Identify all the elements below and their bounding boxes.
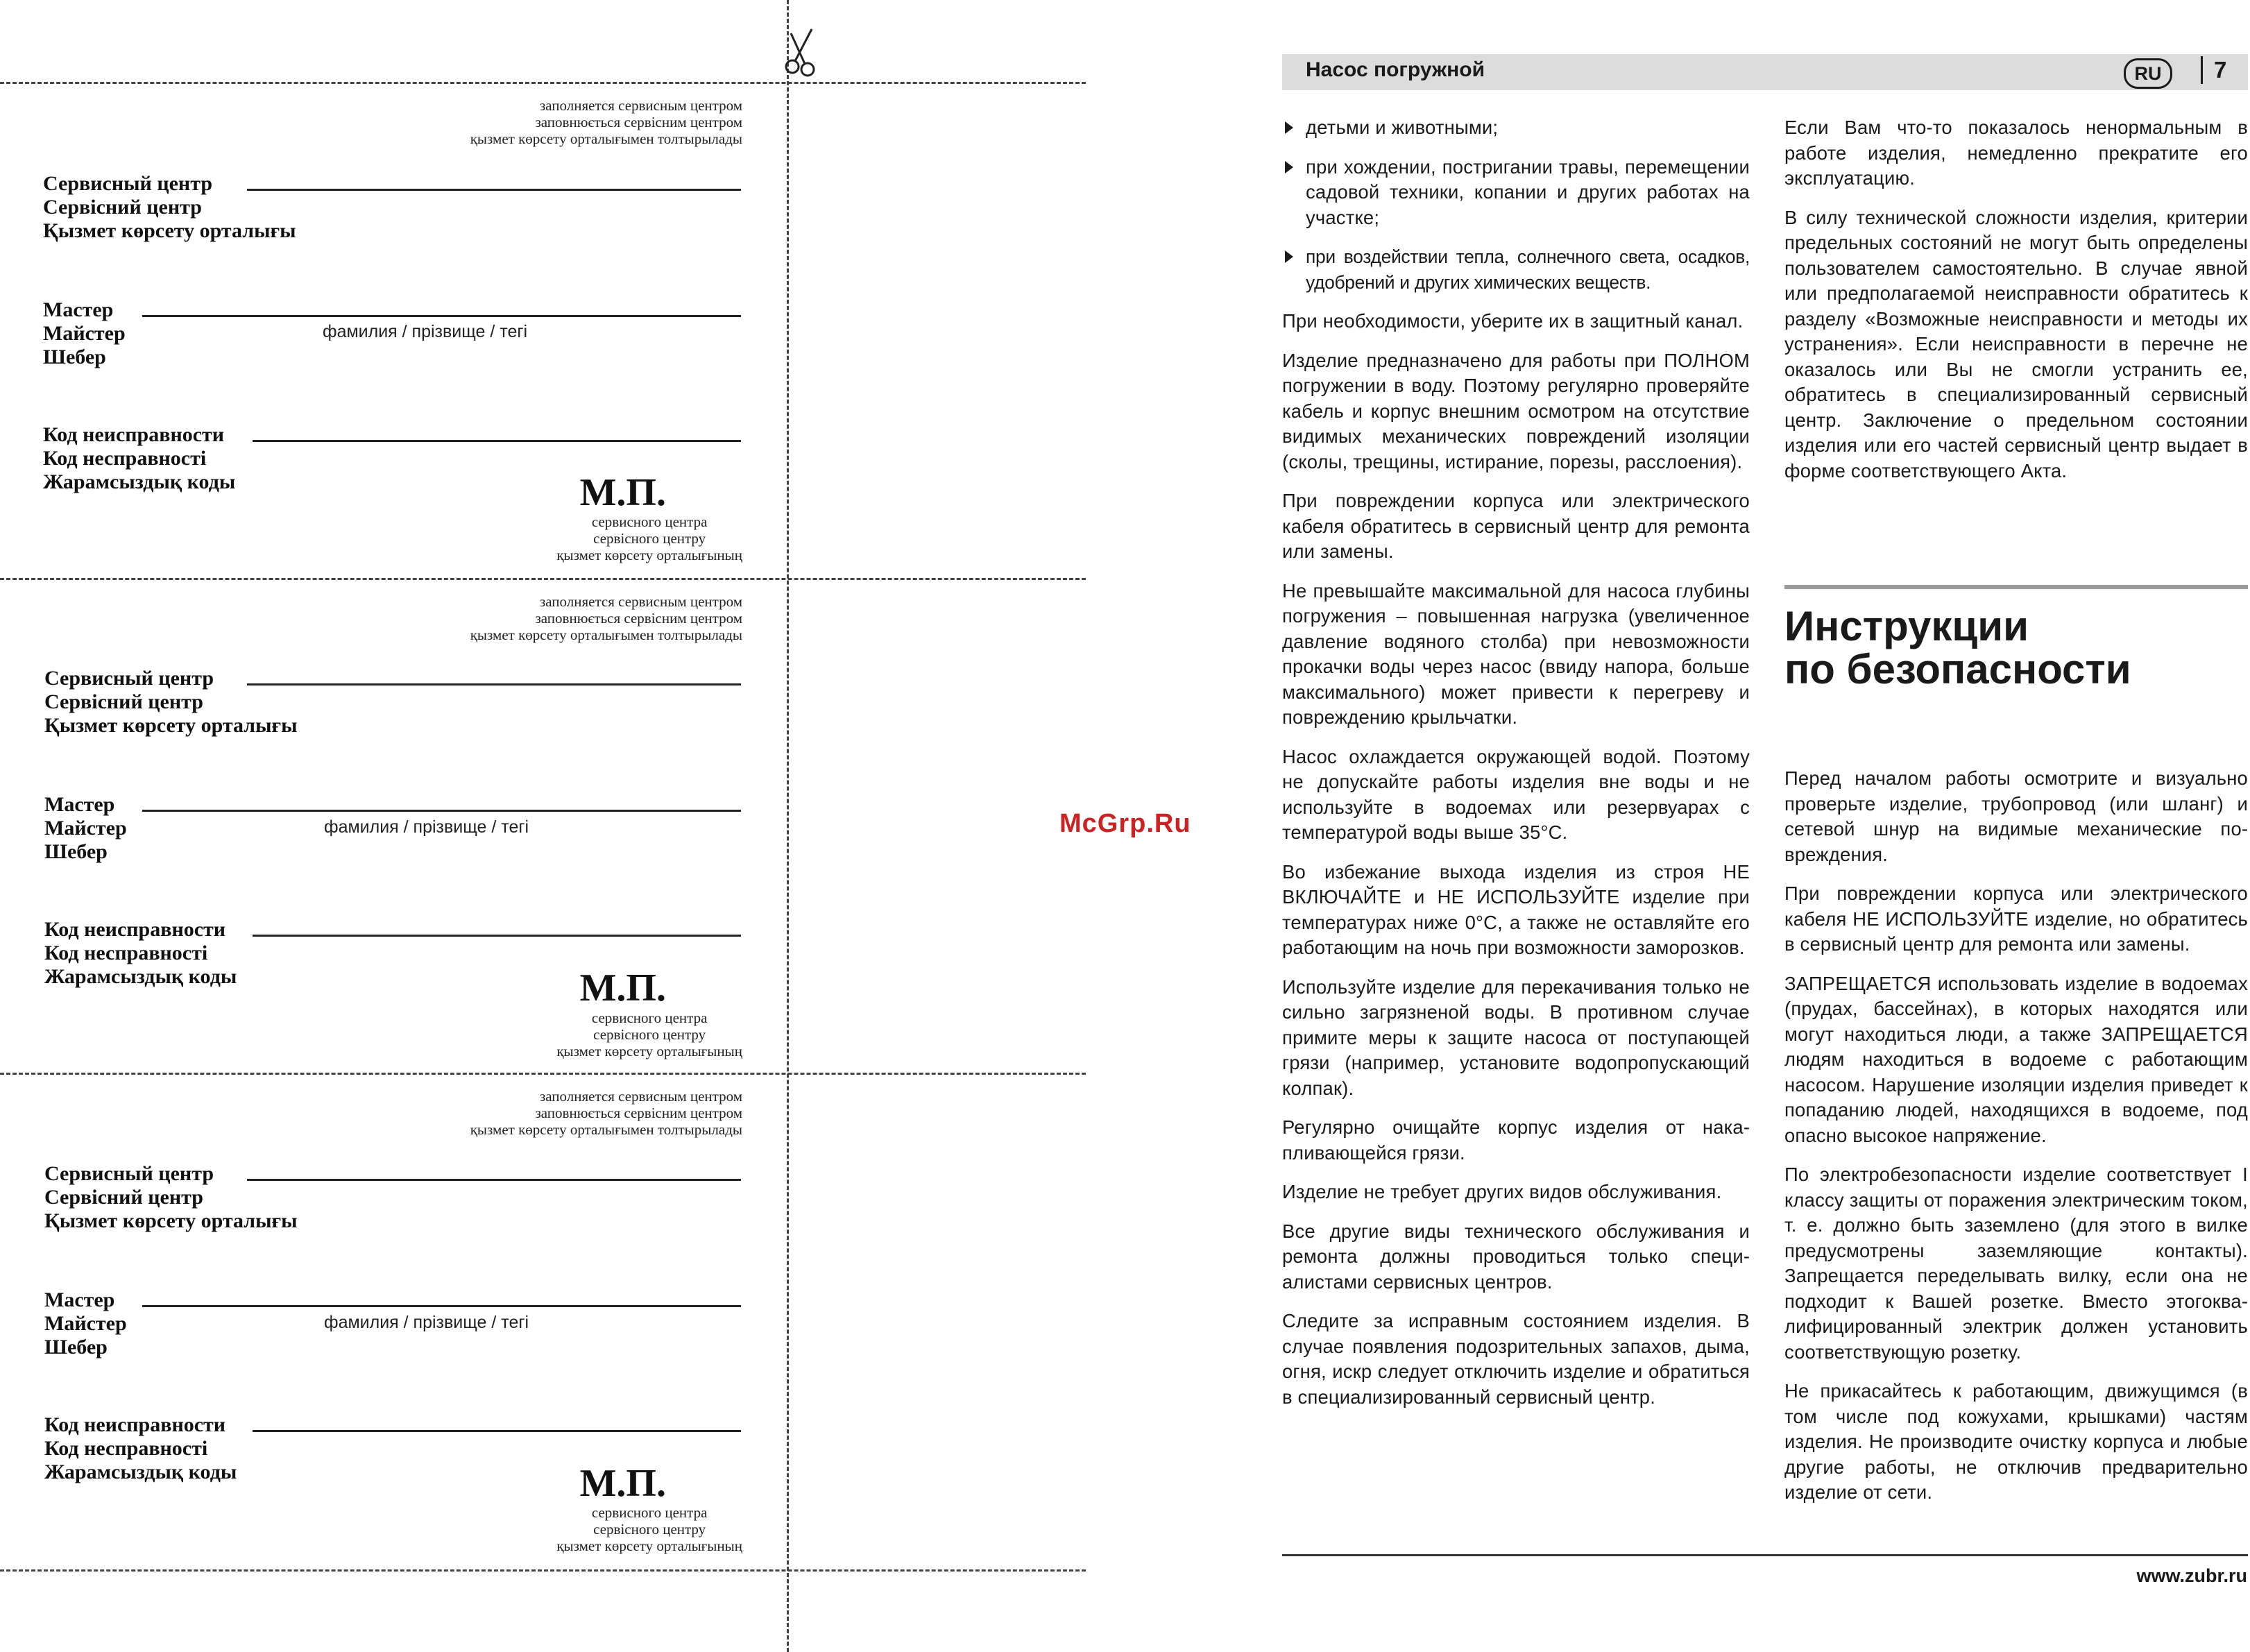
footer-url[interactable]: www.zubr.ru (2136, 1565, 2247, 1586)
stamp-note: сервисного центра сервісного центру қызмет көрсету орталығының (556, 1010, 742, 1059)
master-field[interactable] (142, 810, 741, 812)
text-column-right-bottom (1784, 766, 2248, 1519)
stamp-note: сервисного центра сервісного центру қызмет көрсету орталығының (556, 513, 742, 563)
master-label: Мастер Майстер Шебер (44, 793, 127, 863)
text-column-right-top (1784, 115, 2248, 497)
master-label: Мастер Майстер Шебер (43, 298, 126, 368)
fault-code-field[interactable] (253, 935, 741, 937)
fault-code-field[interactable] (253, 1430, 741, 1432)
paragraph: Все другие виды технического обслуживания и ремонта должны проводиться только специалистами сервисных центров. (1282, 1220, 1750, 1293)
paragraph: Не прикасайтесь к работающим, движущимся (в том числе под кожухами, крышками) частям изделия. Не производите очистку корпуса и любые другие работы, не отключив предварительно изделие от сети. (1784, 1380, 2248, 1503)
list-item: при хождении, постригании травы, перемещении садовой техники, копании и других работах на участке; (1282, 155, 1750, 231)
paragraph: Регулярно очищайте корпус изделия от накапливающейся грязи. (1282, 1116, 1750, 1164)
paragraph: Изделие предназначено для работы при ПОЛНОМ погружении в воду. Поэтому регулярно проверяйте кабель и корпус внешним осмотром на отсутствие видимых механических повреждений изоляции (сколы, трещины, истирание, порезы, расслоения). (1282, 349, 1750, 472)
stamp-mark: М.П. (579, 471, 666, 514)
service-center-label: Сервисный центр Сервісний центр Қызмет көрсету орталығы (44, 667, 298, 737)
bullet-triangle-icon (1285, 250, 1293, 263)
list-item: детьми и животными; (1282, 115, 1750, 141)
stamp-mark: М.П. (579, 966, 666, 1010)
page-number: 7 (2201, 56, 2226, 84)
paragraph: Используйте изделие для перекачивания только не сильно загрязненой воды. В противном случае примите меры к защите насоса от поступающей грязи (например, установите водопропускающий колпак). (1282, 976, 1750, 1099)
footer-rule (1282, 1554, 2248, 1556)
stamp-note: сервисного центра сервісного центру қызмет көрсету орталығының (556, 1504, 742, 1554)
service-coupon (0, 1088, 763, 1574)
paragraph: Следите за исправным состоянием изделия. В случае появления подозрительных запахов, дыма, огня, искр следует отключить изделие и обратиться в специализированный сервисный центр. (1282, 1310, 1750, 1408)
paragraph: ЗАПРЕЩАЕТСЯ использовать изделие в водоемах (прудах, бассейнах), в которых находятся или могут находиться люди, а также ЗАПРЕЩАЕТСЯ людям находиться в водоеме с работающим насосом. Нарушение изоляции изделия приведет к попаданию людей, находящихся в водоеме, под опасно высокое напряжение. (1784, 972, 2248, 1146)
service-center-field[interactable] (247, 1179, 741, 1181)
language-badge: RU (2124, 58, 2172, 89)
page-title: Насос погружной (1306, 58, 1485, 81)
fio-hint: фамилия / прізвище / тегі (323, 322, 528, 341)
fill-note: заполняется сервисным центром заповнюється сервісним центром қызмет көрсету орталығымен толтырылады (470, 97, 742, 147)
section-title: Инструкции по безопасности (1784, 603, 2131, 692)
fio-hint: фамилия / прізвище / тегі (324, 1313, 529, 1332)
fill-note: заполняется сервисным центром заповнюється сервісним центром қызмет көрсету орталығымен толтырылады (470, 1088, 742, 1138)
master-field[interactable] (142, 1305, 741, 1307)
fio-hint: фамилия / прізвище / тегі (324, 817, 529, 837)
paragraph: Во избежание выхода изделия из строя НЕ ВКЛЮЧАЙТЕ и НЕ ИСПОЛЬЗУЙТЕ изделие при температурах ниже 0°С, а также не оставляйте его работающим на ночь при возможности заморозков. (1282, 860, 1750, 958)
fault-code-label: Код неисправности Код несправності Жарамсыздық коды (44, 1413, 237, 1483)
service-center-label: Сервисный центр Сервісний центр Қызмет көрсету орталығы (44, 1162, 298, 1232)
bullet-triangle-icon (1285, 161, 1293, 173)
paragraph: По электробезопасности изделие соответствует I классу защиты от поражения электрическим током, т. е. должно быть заземлено (для этого в вилке предусмотрены заземляющие контакты). Запрещается переделывать вилку, если она не подходит к Вашей розетке. Вместо этогоквалифицированный электрик должен установить соответствующую розетку. (1784, 1164, 2248, 1363)
paragraph: Не превышайте максимальной для насоса глубины погружения – повышенная нагрузка (увеличенное давление водяного столба) при невозможности прокачки воды через насос (ввиду напора, больше максимального) может привести к перегреву и повреждению крыльчатки. (1282, 579, 1750, 728)
section-rule (1784, 585, 2248, 589)
fault-code-field[interactable] (253, 440, 741, 442)
paragraph: Изделие не требует других видов обслуживания. (1282, 1181, 1722, 1202)
cut-line-vertical (787, 0, 789, 1652)
service-center-field[interactable] (247, 683, 741, 686)
fault-code-label: Код неисправности Код несправності Жарамсыздық коды (43, 423, 236, 493)
service-center-field[interactable] (247, 189, 741, 191)
paragraph: При необходимости, уберите их в защитный канал. (1282, 310, 1744, 332)
stamp-mark: М.П. (579, 1462, 666, 1505)
service-coupon (0, 97, 763, 583)
list-item: при воздействии тепла, солнечного света, осадков, удобрений и других химических веществ. (1282, 244, 1750, 295)
master-field[interactable] (142, 315, 741, 317)
text-column-left (1282, 115, 1750, 1424)
paragraph: При повреждении корпуса или электрического кабеля НЕ ИСПОЛЬЗУЙТЕ изделие, но обратитесь в сервисный центр для ремонта или замены. (1784, 883, 2248, 955)
paragraph: Если Вам что-то показалось ненормальным в работе изделия, немедленно прекратите его эксплуатацию. (1784, 117, 2248, 189)
paragraph: Перед началом работы осмотрите и визуально проверьте изделие, трубопровод (или шланг) и сетевой шнур на видимые механические повреждения. (1784, 767, 2248, 865)
bullet-triangle-icon (1285, 121, 1293, 134)
paragraph: При повреждении корпуса или электрического кабеля обратитесь в сервисный центр для ремонта или замены. (1282, 490, 1750, 562)
scissors-icon (784, 26, 826, 85)
paragraph: В силу технической сложности изделия, критерии предельных состояний не могут быть определены пользователем самостоятельно. В случае явной или предполагаемой неисправности обратитесь к разделу «Возможные неисправности и методы их устранения». Если неисправности в перечне не оказалось или Вы не смогли устранить ее, обратитесь в специализированный сервисный центр. Заключение о предельном состоянии изделия или его частей сервисный центр выдает в форме соответствующего Акта. (1784, 206, 2248, 482)
fault-code-label: Код неисправности Код несправності Жарамсыздық коды (44, 918, 237, 988)
fill-note: заполняется сервисным центром заповнюється сервісним центром қызмет көрсету орталығымен толтырылады (470, 593, 742, 643)
watermark: McGrp.Ru (1059, 809, 1191, 838)
service-coupon (0, 593, 763, 1079)
cut-line (0, 82, 1086, 84)
paragraph: Насос охлаждается окружающей водой. Поэтому не допускайте работы изделия вне воды и не используйте в водоемах или резервуарах с температурой воды выше 35°С. (1282, 745, 1750, 843)
master-label: Мастер Майстер Шебер (44, 1288, 127, 1359)
service-center-label: Сервисный центр Сервісний центр Қызмет көрсету орталығы (43, 172, 296, 242)
